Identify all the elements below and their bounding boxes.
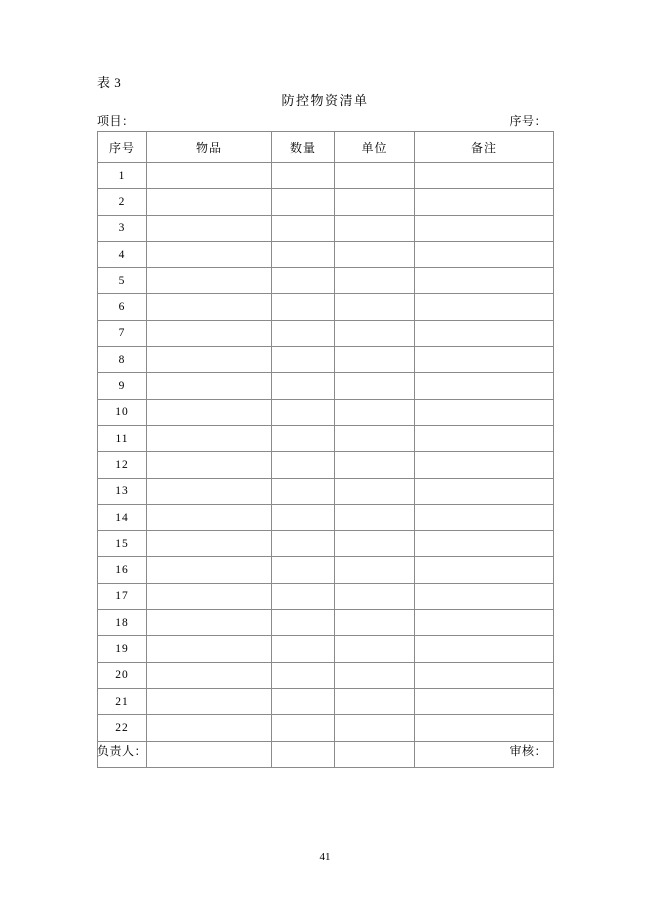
quantity-cell[interactable] (272, 688, 335, 714)
table-row (98, 557, 554, 583)
column-header-remark: 备注 (415, 132, 554, 163)
unit-cell[interactable] (335, 268, 415, 294)
table-row (98, 241, 554, 267)
quantity-cell[interactable] (272, 610, 335, 636)
item-cell[interactable] (147, 531, 272, 557)
quantity-cell[interactable] (272, 452, 335, 478)
quantity-cell[interactable] (272, 347, 335, 373)
item-cell[interactable] (147, 688, 272, 714)
footer-row (97, 742, 553, 759)
unit-cell[interactable] (335, 347, 415, 373)
remark-cell[interactable] (415, 241, 554, 267)
table-row (98, 320, 554, 346)
column-header-quantity: 数量 (272, 132, 335, 163)
unit-cell[interactable] (335, 163, 415, 189)
table-header-row (98, 132, 554, 163)
unit-cell[interactable] (335, 478, 415, 504)
item-cell[interactable] (147, 320, 272, 346)
quantity-cell[interactable] (272, 294, 335, 320)
page-title: 防控物资清单 (281, 93, 369, 108)
quantity-cell[interactable] (272, 373, 335, 399)
item-cell[interactable] (147, 504, 272, 530)
row-index-cell: 6 (98, 294, 147, 320)
unit-cell[interactable] (335, 583, 415, 609)
row-index-cell: 8 (98, 347, 147, 373)
unit-cell[interactable] (335, 688, 415, 714)
table-row (98, 294, 554, 320)
item-cell[interactable] (147, 478, 272, 504)
quantity-cell[interactable] (272, 662, 335, 688)
unit-cell[interactable] (335, 715, 415, 741)
row-index-cell: 5 (98, 268, 147, 294)
quantity-cell[interactable] (272, 504, 335, 530)
remark-cell[interactable] (415, 399, 554, 425)
table-label: 表 3 (97, 75, 122, 90)
remark-cell[interactable] (415, 425, 554, 451)
item-cell[interactable] (147, 610, 272, 636)
unit-cell[interactable] (335, 294, 415, 320)
row-index-cell: 13 (98, 478, 147, 504)
item-cell[interactable] (147, 163, 272, 189)
table-row (98, 452, 554, 478)
row-index-cell: 16 (98, 557, 147, 583)
row-index-cell: 18 (98, 610, 147, 636)
remark-cell[interactable] (415, 320, 554, 346)
unit-cell[interactable] (335, 557, 415, 583)
table-row (98, 163, 554, 189)
item-cell[interactable] (147, 399, 272, 425)
unit-cell[interactable] (335, 215, 415, 241)
remark-cell[interactable] (415, 163, 554, 189)
item-cell[interactable] (147, 715, 272, 741)
table-row (98, 215, 554, 241)
meta-row (97, 112, 553, 129)
remark-cell[interactable] (415, 347, 554, 373)
quantity-cell[interactable] (272, 189, 335, 215)
remark-cell[interactable] (415, 557, 554, 583)
unit-cell[interactable] (335, 636, 415, 662)
reviewer-label: 审核： (509, 744, 547, 758)
quantity-cell[interactable] (272, 320, 335, 346)
row-index-cell: 3 (98, 215, 147, 241)
unit-cell[interactable] (335, 452, 415, 478)
unit-cell[interactable] (335, 610, 415, 636)
remark-cell[interactable] (415, 373, 554, 399)
remark-cell[interactable] (415, 662, 554, 688)
table-row (98, 189, 554, 215)
unit-cell[interactable] (335, 189, 415, 215)
table-row (98, 688, 554, 714)
item-cell[interactable] (147, 294, 272, 320)
row-index-cell: 15 (98, 531, 147, 557)
remark-cell[interactable] (415, 478, 554, 504)
row-index-cell: 19 (98, 636, 147, 662)
table-body (98, 163, 554, 768)
row-index-cell: 14 (98, 504, 147, 530)
table-row (98, 399, 554, 425)
materials-table (97, 131, 554, 768)
quantity-cell[interactable] (272, 163, 335, 189)
quantity-cell[interactable] (272, 241, 335, 267)
column-header-unit: 单位 (335, 132, 415, 163)
responsible-person-label: 负责人： (97, 744, 148, 758)
table-header (98, 132, 554, 163)
quantity-cell[interactable] (272, 636, 335, 662)
item-cell[interactable] (147, 189, 272, 215)
row-index-cell: 21 (98, 688, 147, 714)
item-cell[interactable] (147, 373, 272, 399)
remark-cell[interactable] (415, 610, 554, 636)
item-cell[interactable] (147, 636, 272, 662)
item-cell[interactable] (147, 662, 272, 688)
table-row (98, 373, 554, 399)
row-index-cell: 17 (98, 583, 147, 609)
remark-cell[interactable] (415, 294, 554, 320)
remark-cell[interactable] (415, 583, 554, 609)
row-index-cell: 22 (98, 715, 147, 741)
quantity-cell[interactable] (272, 425, 335, 451)
unit-cell[interactable] (335, 399, 415, 425)
remark-cell[interactable] (415, 531, 554, 557)
item-cell[interactable] (147, 425, 272, 451)
row-index-cell: 7 (98, 320, 147, 346)
quantity-cell[interactable] (272, 715, 335, 741)
column-header-item: 物品 (147, 132, 272, 163)
quantity-cell[interactable] (272, 215, 335, 241)
quantity-cell[interactable] (272, 399, 335, 425)
row-index-cell: 4 (98, 241, 147, 267)
quantity-cell[interactable] (272, 268, 335, 294)
unit-cell[interactable] (335, 531, 415, 557)
table-row (98, 662, 554, 688)
quantity-cell[interactable] (272, 583, 335, 609)
item-cell[interactable] (147, 557, 272, 583)
item-cell[interactable] (147, 347, 272, 373)
remark-cell[interactable] (415, 268, 554, 294)
table-row (98, 425, 554, 451)
item-cell[interactable] (147, 268, 272, 294)
table-row (98, 715, 554, 741)
item-cell[interactable] (147, 583, 272, 609)
page-number: 41 (319, 851, 331, 863)
row-index-cell: 10 (98, 399, 147, 425)
quantity-cell[interactable] (272, 557, 335, 583)
item-cell[interactable] (147, 452, 272, 478)
table-row (98, 636, 554, 662)
remark-cell[interactable] (415, 189, 554, 215)
quantity-cell[interactable] (272, 531, 335, 557)
table-row (98, 610, 554, 636)
unit-cell[interactable] (335, 373, 415, 399)
table-row (98, 531, 554, 557)
unit-cell[interactable] (335, 241, 415, 267)
remark-cell[interactable] (415, 504, 554, 530)
item-cell[interactable] (147, 215, 272, 241)
table-row (98, 583, 554, 609)
table-row (98, 268, 554, 294)
row-index-cell: 1 (98, 163, 147, 189)
serial-label: 序号： (509, 114, 547, 128)
quantity-cell[interactable] (272, 478, 335, 504)
unit-cell[interactable] (335, 662, 415, 688)
table-row (98, 478, 554, 504)
remark-cell[interactable] (415, 452, 554, 478)
row-index-cell: 9 (98, 373, 147, 399)
remark-cell[interactable] (415, 636, 554, 662)
project-label: 项目： (97, 114, 135, 128)
column-header-index: 序号 (98, 132, 147, 163)
unit-cell[interactable] (335, 425, 415, 451)
remark-cell[interactable] (415, 715, 554, 741)
table-row (98, 347, 554, 373)
remark-cell[interactable] (415, 688, 554, 714)
remark-cell[interactable] (415, 215, 554, 241)
row-index-cell: 11 (98, 425, 147, 451)
item-cell[interactable] (147, 241, 272, 267)
table-row (98, 504, 554, 530)
unit-cell[interactable] (335, 320, 415, 346)
row-index-cell: 12 (98, 452, 147, 478)
row-index-cell: 20 (98, 662, 147, 688)
unit-cell[interactable] (335, 504, 415, 530)
row-index-cell: 2 (98, 189, 147, 215)
